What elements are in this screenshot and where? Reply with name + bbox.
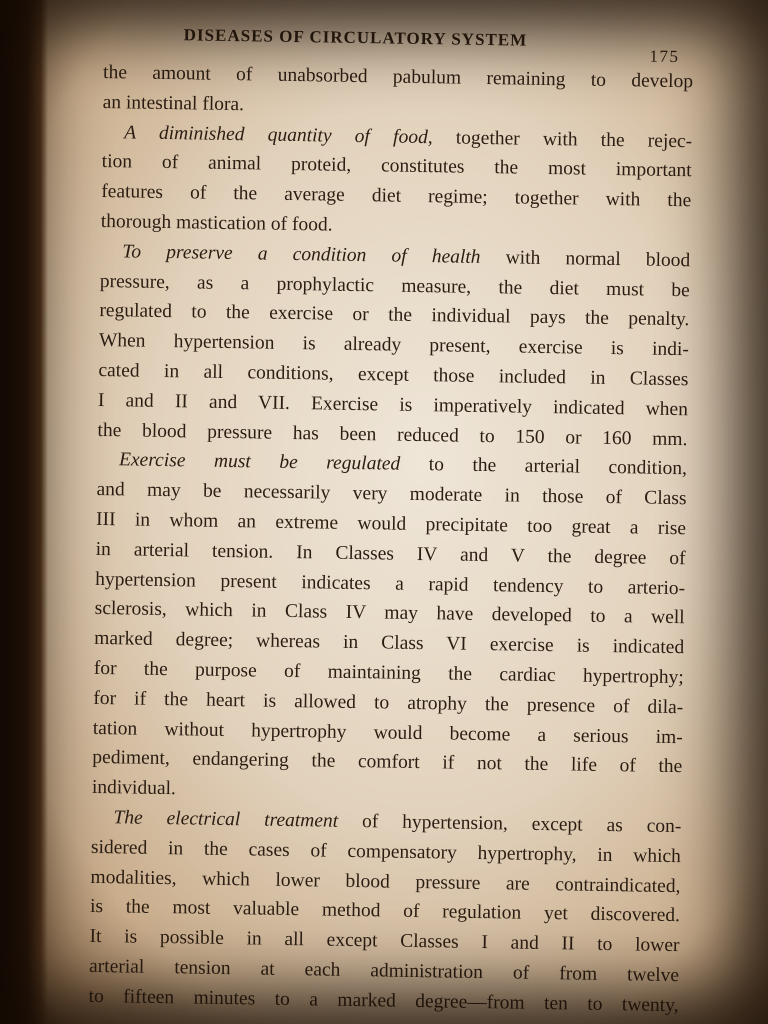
text-line: for the purpose of maintaining the cardiac hypertrophy; bbox=[93, 657, 684, 689]
text-line: features of the average diet regime; together with the bbox=[101, 181, 692, 212]
text-line: thorough mastication of food. bbox=[100, 210, 333, 236]
italic-lead: The electrical treatment bbox=[113, 807, 339, 832]
italic-lead: To preserve a condition of health bbox=[122, 241, 481, 268]
text-line: To preserve a condition of health with normal blood bbox=[122, 241, 691, 272]
paragraph bbox=[88, 803, 681, 1021]
text-line: tion of animal proteid, constitutes the most important bbox=[101, 151, 692, 182]
text-line: The electrical treatment of hypertension, except as con- bbox=[113, 807, 682, 838]
text-line: in arterial tension. In Classes IV and V the degree of bbox=[95, 538, 686, 569]
text-line: sidered in the cases of compensatory hypertrophy, in which bbox=[90, 836, 682, 867]
text-line: individual. bbox=[91, 777, 177, 800]
text-line: and may be necessarily very moderate in those of Class bbox=[96, 479, 687, 510]
running-title: DISEASES OF CIRCULATORY SYSTEM bbox=[183, 25, 528, 50]
paragraph bbox=[101, 118, 693, 246]
text-line: is the most valuable method of regulation yet discovered. bbox=[89, 896, 681, 927]
text-line: the blood pressure has been reduced to 150 or 160 mm. bbox=[97, 419, 688, 450]
page-number: 175 bbox=[649, 46, 680, 67]
text-line: cated in all conditions, except those included in Classes bbox=[98, 359, 689, 391]
page-body bbox=[88, 18, 694, 1021]
text-line: the amount of unabsorbed pabulum remaining to develop bbox=[102, 61, 694, 93]
paragraph bbox=[92, 445, 688, 812]
paragraph bbox=[97, 237, 690, 455]
italic-lead: Exercise must be regulated bbox=[118, 449, 401, 476]
paragraph bbox=[102, 58, 693, 127]
italic-lead: A diminished quantity of food, bbox=[124, 121, 433, 148]
text-line: pediment, endangering the comfort if not the life of the bbox=[92, 747, 683, 778]
text-line: A diminished quantity of food, together with the rejec- bbox=[124, 121, 693, 152]
text-line: sclerosis, which in Class IV may have developed to a well bbox=[94, 598, 685, 629]
text-line: tation without hypertrophy would become a serious im- bbox=[92, 717, 683, 748]
text-line: It is possible in all except Classes I and II to lower bbox=[89, 925, 680, 957]
text-line: to fifteen minutes to a marked degree—from ten to twenty, bbox=[88, 985, 679, 1016]
text-line: When hypertension is already present, exercise is indi- bbox=[98, 330, 690, 361]
text-line: regulated to the exercise or the individual pays the penalty. bbox=[99, 300, 690, 331]
text-line: an intestinal flora. bbox=[102, 91, 245, 116]
text-line: Exercise must be regulated to the arterial condition, bbox=[118, 449, 688, 480]
text-line: arterial tension at each administration of from twelve bbox=[88, 955, 680, 987]
book-spine bbox=[0, 0, 48, 1024]
text-line: pressure, as a prophylactic measure, the diet must be bbox=[99, 270, 690, 301]
text-line: hypertension present indicates a rapid tendency to arterio- bbox=[95, 568, 686, 599]
text-line: modalities, which lower blood pressure are contraindicated, bbox=[90, 866, 681, 897]
text-line: III in whom an extreme would precipitate too great a rise bbox=[95, 508, 687, 540]
text-line: I and II and VII. Exercise is imperatively indicated when bbox=[97, 389, 689, 420]
text-line: marked degree; whereas in Class VI exercise is indicated bbox=[94, 628, 685, 659]
text-line: for if the heart is allowed to atrophy the presence of dila- bbox=[93, 687, 684, 718]
